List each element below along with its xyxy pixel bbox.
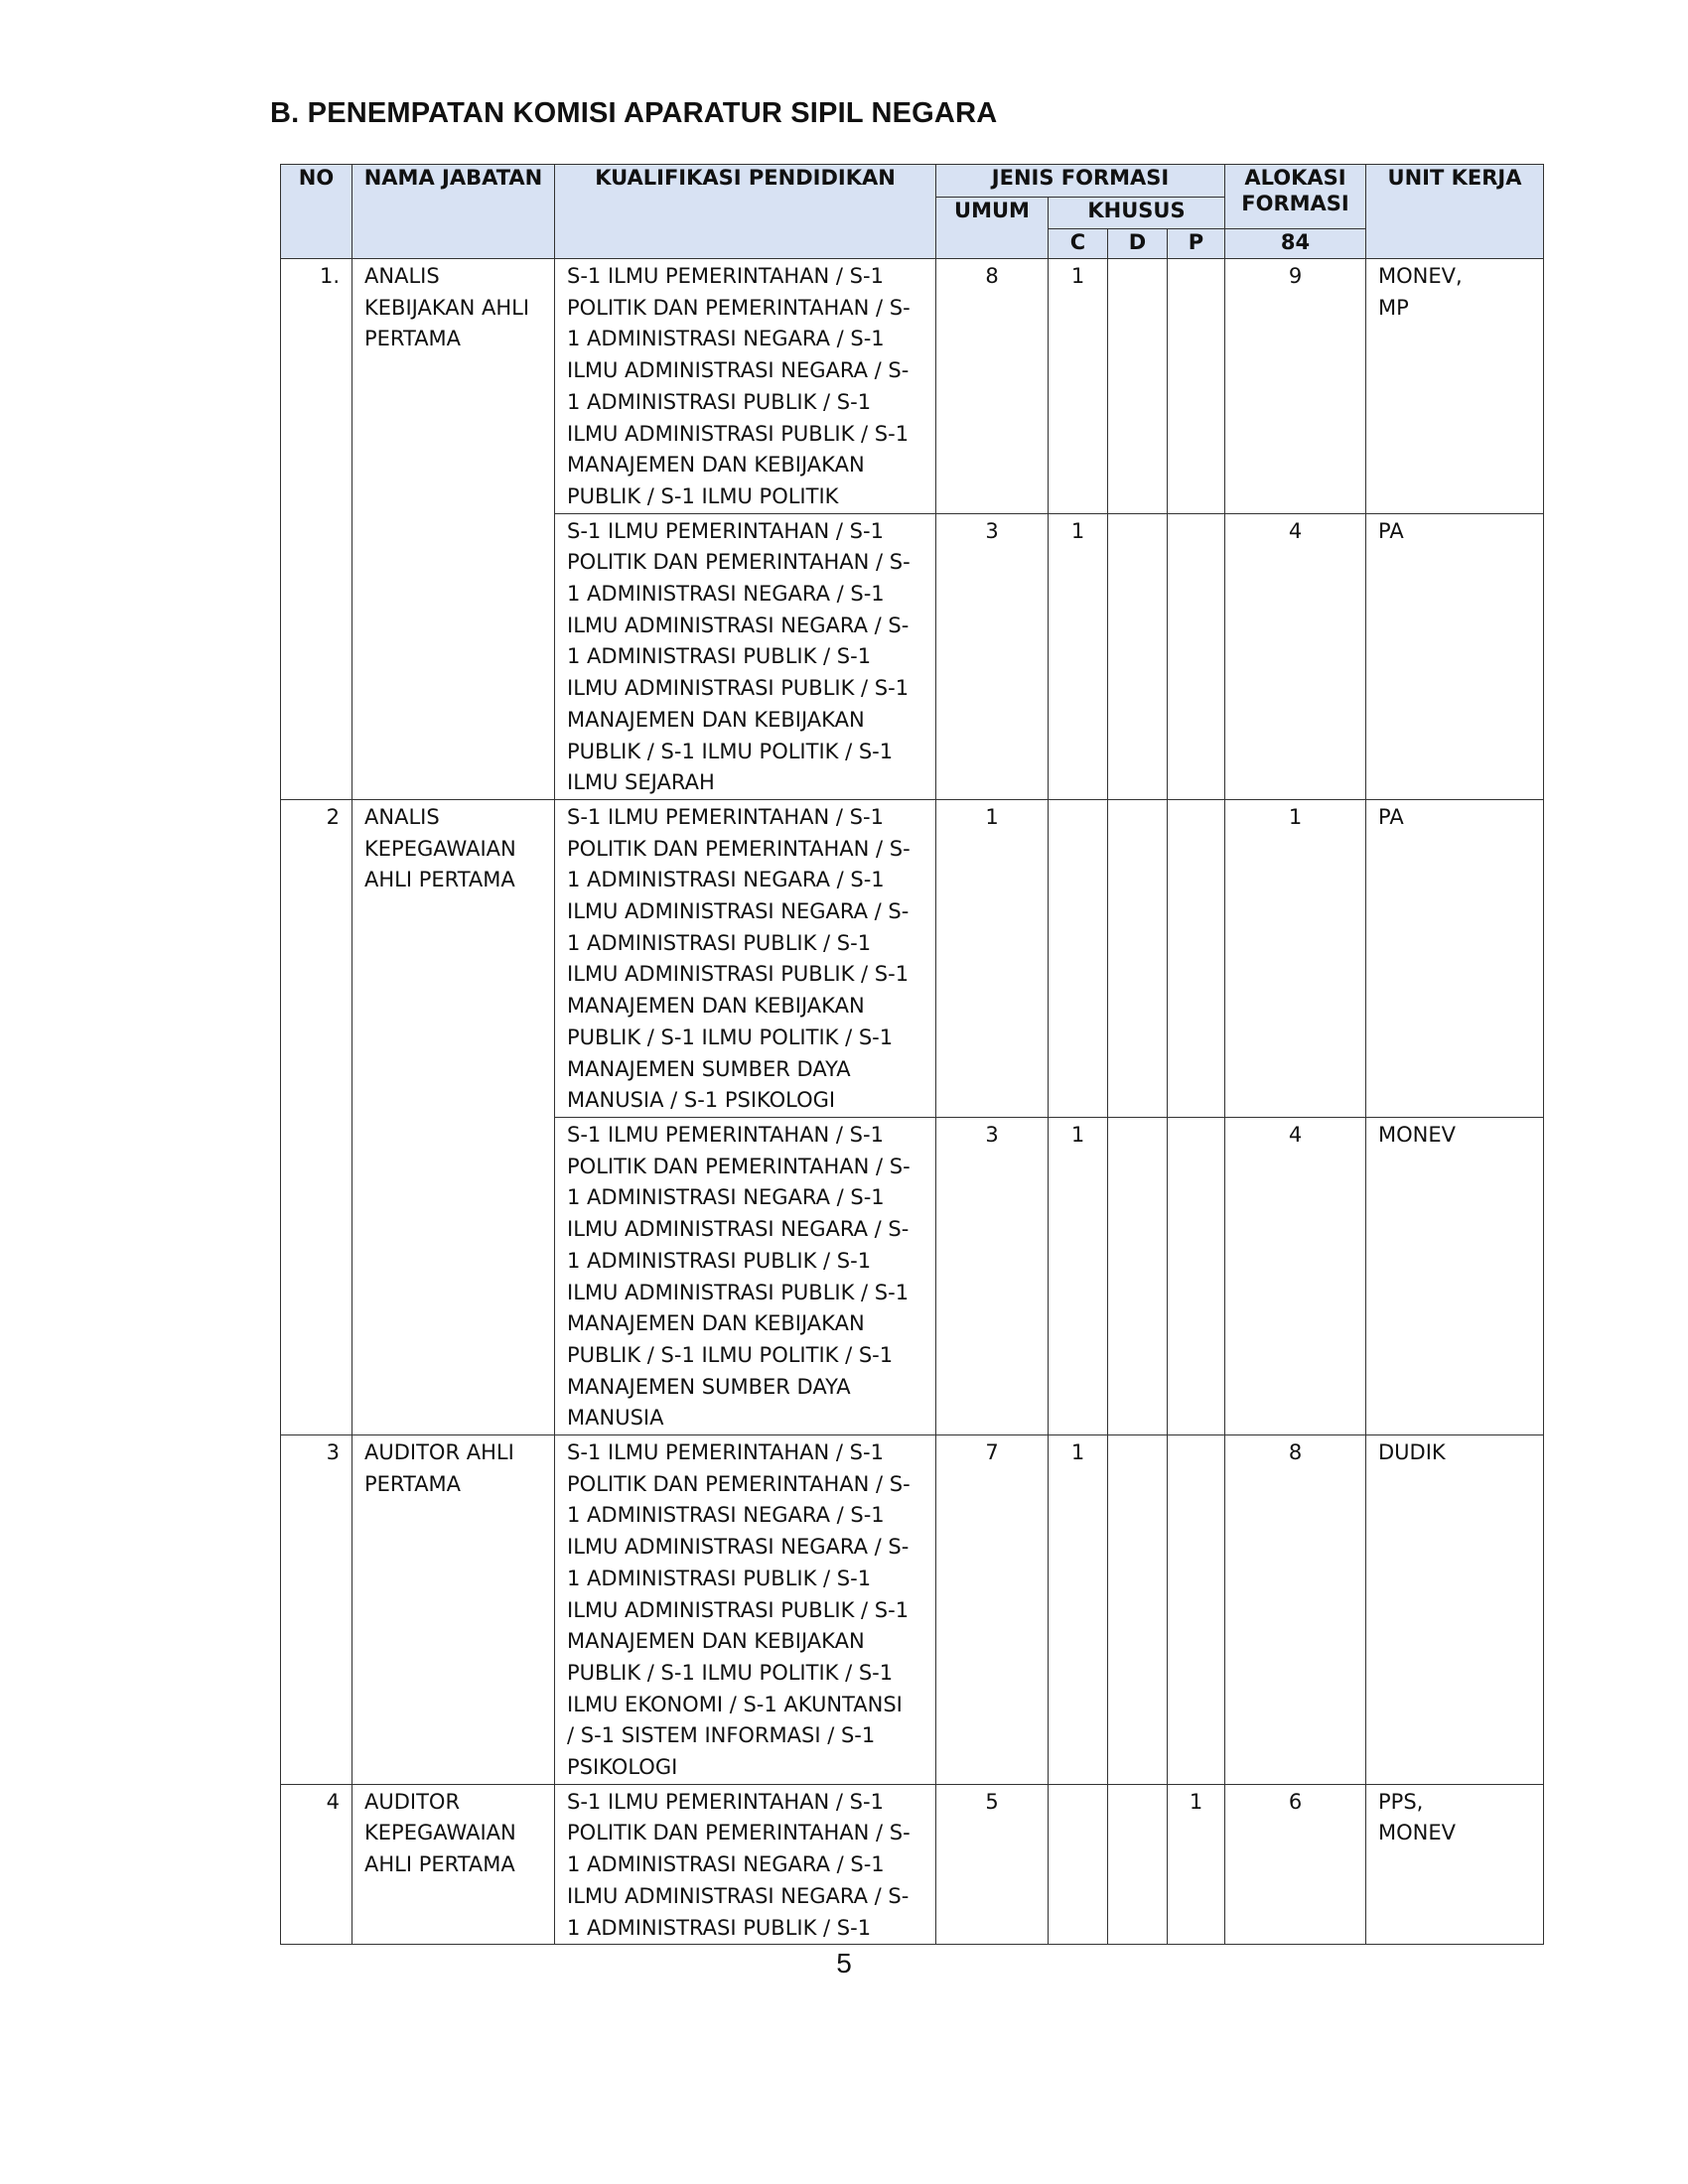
table-row <box>281 259 1544 514</box>
formasi-khusus-p <box>1168 1435 1225 1785</box>
formasi-khusus-c: 1 <box>1049 259 1108 514</box>
header-kualifikasi: KUALIFIKASI PENDIDIKAN <box>555 165 936 259</box>
formasi-khusus-c: 1 <box>1049 513 1108 799</box>
placement-table <box>280 164 1544 1945</box>
section-title: B. PENEMPATAN KOMISI APARATUR SIPIL NEGARA <box>270 97 998 129</box>
formasi-khusus-c <box>1049 1784 1108 1945</box>
formasi-khusus-p <box>1168 799 1225 1117</box>
header-alokasi-formasi: ALOKASI FORMASI <box>1225 165 1366 229</box>
formasi-khusus-p: 1 <box>1168 1784 1225 1945</box>
header-c: C <box>1049 229 1108 259</box>
kualifikasi-pendidikan: S-1 ILMU PEMERINTAHAN / S-1 POLITIK DAN PEMERINTAHAN / S- 1 ADMINISTRASI NEGARA / S-1 ILMU ADMINISTRASI NEGARA / S- 1 ADMINISTRASI PUBLIK / S-1 ILMU ADMINISTRASI PUBLIK / S-1 MANAJEMEN DAN KEBIJAKAN PUBLIK / S-1 ILMU POLITIK / S-1 ILMU EKONOMI / S-1 AKUNTANSI / S-1 SISTEM INFORMASI / S-1 PSIKOLOGI <box>555 1435 936 1785</box>
header-unit-kerja: UNIT KERJA <box>1366 165 1544 259</box>
header-jenis-formasi: JENIS FORMASI <box>936 165 1225 198</box>
unit-kerja: PPS, MONEV <box>1366 1784 1544 1945</box>
formasi-khusus-d <box>1108 1435 1168 1785</box>
formasi-khusus-p <box>1168 259 1225 514</box>
formasi-khusus-d <box>1108 799 1168 1117</box>
formasi-umum: 3 <box>936 1117 1049 1434</box>
table-body <box>281 259 1544 1945</box>
formasi-khusus-d <box>1108 1117 1168 1434</box>
kualifikasi-pendidikan: S-1 ILMU PEMERINTAHAN / S-1 POLITIK DAN PEMERINTAHAN / S- 1 ADMINISTRASI NEGARA / S-1 ILMU ADMINISTRASI NEGARA / S- 1 ADMINISTRASI PUBLIK / S-1 <box>555 1784 936 1945</box>
page-number: 5 <box>836 1948 852 1979</box>
formasi-khusus-p <box>1168 513 1225 799</box>
alokasi-formasi: 4 <box>1225 1117 1366 1434</box>
formasi-khusus-p <box>1168 1117 1225 1434</box>
row-number: 4 <box>281 1784 352 1945</box>
row-number: 3 <box>281 1435 352 1785</box>
nama-jabatan: AUDITOR AHLI PERTAMA <box>352 1435 555 1785</box>
header-p: P <box>1168 229 1225 259</box>
nama-jabatan: ANALIS KEBIJAKAN AHLI PERTAMA <box>352 259 555 800</box>
formasi-khusus-d <box>1108 513 1168 799</box>
unit-kerja: PA <box>1366 799 1544 1117</box>
formasi-khusus-c: 1 <box>1049 1117 1108 1434</box>
alokasi-formasi: 9 <box>1225 259 1366 514</box>
header-d: D <box>1108 229 1168 259</box>
alokasi-formasi: 6 <box>1225 1784 1366 1945</box>
formasi-umum: 3 <box>936 513 1049 799</box>
header-nama-text: NAMA JABATAN <box>363 166 543 190</box>
header-alokasi-total: 84 <box>1225 229 1366 259</box>
header-umum: UMUM <box>936 198 1049 259</box>
header-khusus: KHUSUS <box>1049 198 1225 229</box>
nama-jabatan: AUDITOR KEPEGAWAIAN AHLI PERTAMA <box>352 1784 555 1945</box>
formasi-umum: 7 <box>936 1435 1049 1785</box>
table-row <box>281 1435 1544 1785</box>
unit-kerja: PA <box>1366 513 1544 799</box>
alokasi-formasi: 1 <box>1225 799 1366 1117</box>
unit-kerja: DUDIK <box>1366 1435 1544 1785</box>
alokasi-formasi: 8 <box>1225 1435 1366 1785</box>
alokasi-formasi: 4 <box>1225 513 1366 799</box>
table-row <box>281 799 1544 1117</box>
nama-jabatan: ANALIS KEPEGAWAIAN AHLI PERTAMA <box>352 799 555 1434</box>
unit-kerja: MONEV <box>1366 1117 1544 1434</box>
kualifikasi-pendidikan: S-1 ILMU PEMERINTAHAN / S-1 POLITIK DAN PEMERINTAHAN / S- 1 ADMINISTRASI NEGARA / S-1 ILMU ADMINISTRASI NEGARA / S- 1 ADMINISTRASI PUBLIK / S-1 ILMU ADMINISTRASI PUBLIK / S-1 MANAJEMEN DAN KEBIJAKAN PUBLIK / S-1 ILMU POLITIK <box>555 259 936 514</box>
formasi-khusus-c: 1 <box>1049 1435 1108 1785</box>
header-nama-jabatan <box>352 165 555 259</box>
unit-kerja: MONEV, MP <box>1366 259 1544 514</box>
formasi-khusus-d <box>1108 1784 1168 1945</box>
kualifikasi-pendidikan: S-1 ILMU PEMERINTAHAN / S-1 POLITIK DAN PEMERINTAHAN / S- 1 ADMINISTRASI NEGARA / S-1 ILMU ADMINISTRASI NEGARA / S- 1 ADMINISTRASI PUBLIK / S-1 ILMU ADMINISTRASI PUBLIK / S-1 MANAJEMEN DAN KEBIJAKAN PUBLIK / S-1 ILMU POLITIK / S-1 ILMU SEJARAH <box>555 513 936 799</box>
row-number: 2 <box>281 799 352 1434</box>
formasi-umum: 1 <box>936 799 1049 1117</box>
kualifikasi-pendidikan: S-1 ILMU PEMERINTAHAN / S-1 POLITIK DAN PEMERINTAHAN / S- 1 ADMINISTRASI NEGARA / S-1 ILMU ADMINISTRASI NEGARA / S- 1 ADMINISTRASI PUBLIK / S-1 ILMU ADMINISTRASI PUBLIK / S-1 MANAJEMEN DAN KEBIJAKAN PUBLIK / S-1 ILMU POLITIK / S-1 MANAJEMEN SUMBER DAYA MANUSIA / S-1 PSIKOLOGI <box>555 799 936 1117</box>
kualifikasi-pendidikan: S-1 ILMU PEMERINTAHAN / S-1 POLITIK DAN PEMERINTAHAN / S- 1 ADMINISTRASI NEGARA / S-1 ILMU ADMINISTRASI NEGARA / S- 1 ADMINISTRASI PUBLIK / S-1 ILMU ADMINISTRASI PUBLIK / S-1 MANAJEMEN DAN KEBIJAKAN PUBLIK / S-1 ILMU POLITIK / S-1 MANAJEMEN SUMBER DAYA MANUSIA <box>555 1117 936 1434</box>
formasi-umum: 8 <box>936 259 1049 514</box>
formasi-umum: 5 <box>936 1784 1049 1945</box>
formasi-khusus-c <box>1049 799 1108 1117</box>
row-number: 1. <box>281 259 352 800</box>
header-no: NO <box>281 165 352 259</box>
table-row <box>281 1784 1544 1945</box>
formasi-khusus-d <box>1108 259 1168 514</box>
